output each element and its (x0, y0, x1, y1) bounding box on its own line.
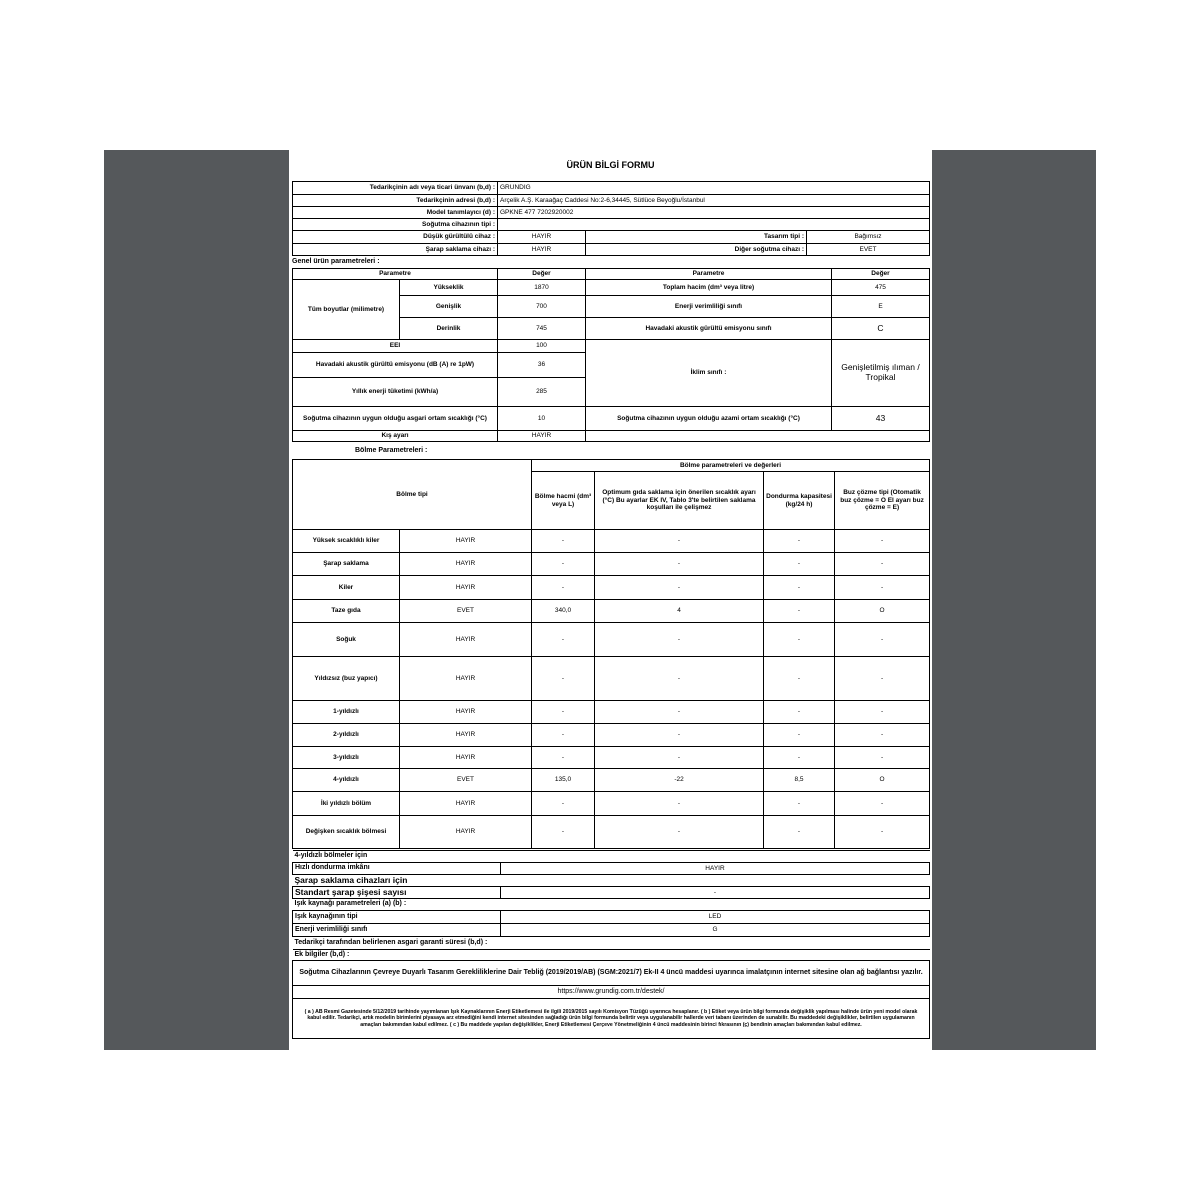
compartment-present: HAYIR (400, 747, 532, 769)
compartment-freeze: - (764, 657, 835, 701)
compartment-section-title: Bölme Parametreleri : (355, 447, 428, 454)
min-temp-label: Soğutma cihazının uygun olduğu asgari ortam sıcaklığı (°C) (293, 407, 498, 431)
compartment-freeze: - (764, 530, 835, 553)
dimensions-label: Tüm boyutlar (milimetre) (293, 280, 400, 340)
compartment-defrost: O (835, 600, 930, 623)
param-header: Parametre (293, 269, 498, 280)
light-type-value: LED (501, 911, 930, 924)
depth-label: Derinlik (400, 318, 498, 340)
extra-info-text: Soğutma Cihazlarının Çevreye Duyarlı Tasarım Gerekliliklerine Dair Tebliğ (2019/2019/AB) (SGM:2021/7) Ek-II 4 üncü maddesi uyarınca imalatçının internet sitesine olan ağ bağlantısı yazılır. (293, 961, 930, 986)
compartment-defrost: - (835, 724, 930, 747)
compartment-row (293, 623, 930, 657)
noise-emission-value: 36 (498, 353, 586, 378)
width-label: Genişlik (400, 296, 498, 318)
compartment-temp: - (595, 576, 764, 600)
total-volume-label: Toplam hacim (dm³ veya litre) (586, 280, 832, 296)
footnote: ( a ) AB Resmi Gazetesinde 5/12/2019 tarihinde yayımlanan Işık Kaynaklarının Enerji Etiketlemesi ile ilgili 2019/2015 sayılı Komisyon Tüzüğü uyarınca hesaplanır. ( b ) Etiket veya ürün bilgi formunda değişiklik yapılması halinde ürün yeni model olarak kabul edilir. Tedarikçi, artık modelin birimlerini piyasaya arz etmediğini kendi internet sitesinden sağladığı ürün bilgi formunda belirtir veya uygulanabilir hallerde veri tabanı üzerinden de sunabilir. Bu maddedeki değişiklikler, belirtilen uygulamanın amaçları bakımından kabul edilmez. ( c ) Bu maddede yapılan değişiklikler, Enerji Etiketlemesi Çerçeve Yönetmeliğinin 4 üncü maddesinin birinci fıkrasının (ç) bendinin amaçları bakımından kabul edilmez. (293, 999, 930, 1039)
compartment-temp: 4 (595, 600, 764, 623)
value-header: Değer (498, 269, 586, 280)
four-star-section: 4-yıldızlı bölmeler için (293, 851, 930, 863)
energy-class-label: Enerji verimliliği sınıfı (586, 296, 832, 318)
compartment-name: 2-yıldızlı (293, 724, 400, 747)
temp-header: Optimum gıda saklama için önerilen sıcaklık ayarı (°C) Bu ayarlar EK IV, Tablo 3'te belirtilen saklama koşulları ile çelişmez (595, 472, 764, 530)
compartment-temp: - (595, 657, 764, 701)
compartment-present: HAYIR (400, 530, 532, 553)
general-parameters-table (292, 268, 930, 442)
form-title: ÜRÜN BİLGİ FORMU (566, 160, 655, 170)
winter-setting-label: Kış ayarı (293, 431, 498, 442)
compartment-freeze: - (764, 701, 835, 724)
compartment-defrost: - (835, 576, 930, 600)
compartment-volume: - (532, 816, 595, 849)
appliance-type-label: Soğutma cihazının tipi : (293, 219, 498, 231)
compartment-name: Değişken sıcaklık bölmesi (293, 816, 400, 849)
compartment-group-header: Bölme parametreleri ve değerleri (532, 460, 930, 472)
supplier-address-label: Tedarikçinin adresi (b,d) : (293, 195, 498, 207)
design-type-label: Tasarım tipi : (586, 231, 807, 244)
compartment-freeze: - (764, 747, 835, 769)
noise-class-label: Havadaki akustik gürültü emisyonu sınıfı (586, 318, 832, 340)
compartment-volume: 340,0 (532, 600, 595, 623)
compartment-row (293, 600, 930, 623)
compartment-freeze: - (764, 816, 835, 849)
climate-class-value: Genişletilmiş ılıman / Tropikal (832, 340, 930, 407)
compartment-temp: -22 (595, 769, 764, 792)
compartment-temp: - (595, 553, 764, 576)
height-value: 1870 (498, 280, 586, 296)
compartment-defrost: O (835, 769, 930, 792)
light-section: Işık kaynağı parametreleri (a) (b) : (293, 899, 930, 911)
compartment-present: HAYIR (400, 816, 532, 849)
compartment-name: 4-yıldızlı (293, 769, 400, 792)
compartment-present: HAYIR (400, 792, 532, 816)
other-appliance-label: Diğer soğutma cihazı : (586, 244, 807, 256)
support-url[interactable]: https://www.grundig.com.tr/destek/ (293, 986, 930, 999)
energy-class-value: E (832, 296, 930, 318)
value-header-2: Değer (832, 269, 930, 280)
compartment-present: HAYIR (400, 553, 532, 576)
fast-freeze-label: Hızlı dondurma imkânı (293, 863, 501, 875)
annual-energy-value: 285 (498, 378, 586, 407)
compartment-freeze: - (764, 553, 835, 576)
height-label: Yükseklik (400, 280, 498, 296)
compartment-present: HAYIR (400, 623, 532, 657)
wine-bottles-value: - (501, 887, 930, 899)
compartment-freeze: - (764, 576, 835, 600)
total-volume-value: 475 (832, 280, 930, 296)
compartment-volume: - (532, 747, 595, 769)
defrost-header: Buz çözme tipi (Otomatik buz çözme = O El ayarı buz çözme = E) (835, 472, 930, 530)
bottom-table (292, 850, 930, 1039)
compartment-present: EVET (400, 769, 532, 792)
compartment-name: Soğuk (293, 623, 400, 657)
width-value: 700 (498, 296, 586, 318)
max-temp-value: 43 (832, 407, 930, 431)
param-header-2: Parametre (586, 269, 832, 280)
compartment-volume: - (532, 623, 595, 657)
compartment-defrost: - (835, 701, 930, 724)
supplier-name-label: Tedarikçinin adı veya ticari ünvanı (b,d) : (293, 182, 498, 195)
compartment-name: Kiler (293, 576, 400, 600)
wine-storage-value: HAYIR (498, 244, 586, 256)
light-class-label: Enerji verimliliği sınıfı (293, 924, 501, 937)
compartment-volume: - (532, 553, 595, 576)
compartment-volume: 135,0 (532, 769, 595, 792)
light-type-label: Işık kaynağının tipi (293, 911, 501, 924)
min-temp-value: 10 (498, 407, 586, 431)
compartment-temp: - (595, 724, 764, 747)
depth-value: 745 (498, 318, 586, 340)
compartment-defrost: - (835, 623, 930, 657)
compartment-temp: - (595, 792, 764, 816)
compartment-volume: - (532, 530, 595, 553)
design-type-value: Bağımsız (807, 231, 930, 244)
compartment-row (293, 657, 930, 701)
winter-empty (586, 431, 930, 442)
compartment-row (293, 530, 930, 553)
compartment-freeze: 8,5 (764, 769, 835, 792)
compartment-freeze: - (764, 623, 835, 657)
compartment-present: HAYIR (400, 576, 532, 600)
supplier-address-value: Arçelik A.Ş. Karaağaç Caddesi No:2-6,34445, Sütlüce Beyoğlu/İstanbul (498, 195, 930, 207)
compartment-row (293, 792, 930, 816)
compartment-freeze: - (764, 792, 835, 816)
compartment-name: 3-yıldızlı (293, 747, 400, 769)
general-section-title: Genel ürün parametreleri : (292, 258, 380, 265)
warranty-label: Tedarikçi tarafından belirlenen asgari garanti süresi (b,d) : (293, 937, 930, 950)
max-temp-label: Soğutma cihazının uygun olduğu azami ortam sıcaklığı (°C) (586, 407, 832, 431)
compartment-name: Şarap saklama (293, 553, 400, 576)
extra-info-section: Ek bilgiler (b,d) : (293, 950, 930, 961)
compartment-temp: - (595, 701, 764, 724)
compartment-volume: - (532, 701, 595, 724)
compartment-present: EVET (400, 600, 532, 623)
compartment-name: Yıldızsız (buz yapıcı) (293, 657, 400, 701)
compartment-temp: - (595, 747, 764, 769)
wine-storage-label: Şarap saklama cihazı : (293, 244, 498, 256)
compartment-freeze: - (764, 724, 835, 747)
compartment-present: HAYIR (400, 657, 532, 701)
compartment-row (293, 747, 930, 769)
compartment-type-header: Bölme tipi (293, 460, 532, 530)
compartment-defrost: - (835, 553, 930, 576)
compartment-present: HAYIR (400, 724, 532, 747)
compartment-row (293, 553, 930, 576)
compartment-row (293, 701, 930, 724)
eei-label: EEI (293, 340, 498, 353)
supplier-name-value: GRUNDIG (498, 182, 930, 195)
supplier-table (292, 181, 930, 256)
compartment-row (293, 816, 930, 849)
model-value: GPKNE 477 7202920002 (498, 207, 930, 219)
compartment-name: 1-yıldızlı (293, 701, 400, 724)
compartment-temp: - (595, 530, 764, 553)
compartment-name: Yüksek sıcaklıklı kiler (293, 530, 400, 553)
fast-freeze-value: HAYIR (501, 863, 930, 875)
other-appliance-value: EVET (807, 244, 930, 256)
compartment-defrost: - (835, 816, 930, 849)
low-noise-value: HAYIR (498, 231, 586, 244)
climate-class-label: İklim sınıfı : (586, 340, 832, 407)
compartment-temp: - (595, 816, 764, 849)
noise-emission-label: Havadaki akustik gürültü emisyonu (dB (A) re 1pW) (293, 353, 498, 378)
compartment-table (292, 459, 930, 849)
wine-bottles-label: Standart şarap şişesi sayısı (293, 887, 501, 899)
compartment-defrost: - (835, 747, 930, 769)
noise-class-value: C (832, 318, 930, 340)
appliance-type-value (498, 219, 930, 231)
wine-section: Şarap saklama cihazları için (293, 875, 930, 887)
compartment-row (293, 724, 930, 747)
compartment-volume: - (532, 657, 595, 701)
compartment-row (293, 769, 930, 792)
annual-energy-label: Yıllık enerji tüketimi (kWh/a) (293, 378, 498, 407)
compartment-freeze: - (764, 600, 835, 623)
freeze-header: Dondurma kapasitesi (kg/24 h) (764, 472, 835, 530)
compartment-present: HAYIR (400, 701, 532, 724)
document-page (289, 150, 932, 1050)
compartment-name: İki yıldızlı bölüm (293, 792, 400, 816)
compartment-volume: - (532, 792, 595, 816)
compartment-volume: - (532, 724, 595, 747)
compartment-defrost: - (835, 792, 930, 816)
winter-setting-value: HAYIR (498, 431, 586, 442)
compartment-defrost: - (835, 530, 930, 553)
volume-header: Bölme hacmi (dm³ veya L) (532, 472, 595, 530)
model-label: Model tanımlayıcı (d) : (293, 207, 498, 219)
light-class-value: G (501, 924, 930, 937)
compartment-temp: - (595, 623, 764, 657)
compartment-name: Taze gıda (293, 600, 400, 623)
low-noise-label: Düşük gürültülü cihaz : (293, 231, 498, 244)
compartment-row (293, 576, 930, 600)
compartment-defrost: - (835, 657, 930, 701)
eei-value: 100 (498, 340, 586, 353)
compartment-volume: - (532, 576, 595, 600)
